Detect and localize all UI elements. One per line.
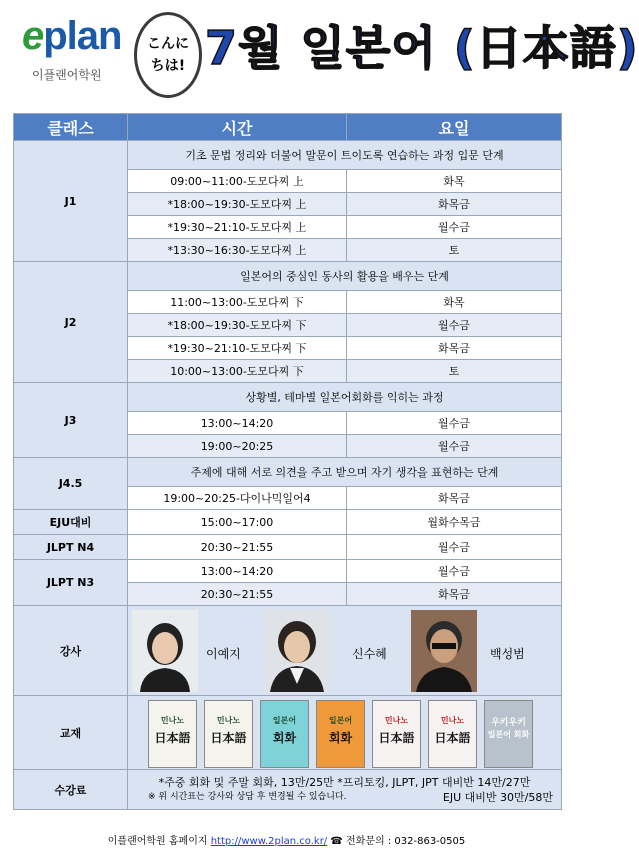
time-cell: 09:00~11:00-도모다찌 上 [128, 170, 347, 193]
footer [0, 832, 573, 847]
col-header-days: 요일 [347, 114, 562, 141]
days-cell: 월수금 [347, 412, 562, 435]
time-cell: 11:00~13:00-도모다찌 下 [128, 291, 347, 314]
time-cell: 20:30~21:55 [128, 583, 347, 606]
logo-subtitle: 이플랜어학원 [32, 68, 102, 82]
phone-number: 전화문의 : 032-863-0505 [346, 836, 466, 847]
textbook-cover: 민나노 日本語 [204, 700, 253, 768]
time-cell: *18:00~19:30-도모다찌 下 [128, 314, 347, 337]
teacher-name: 신수혜 [352, 646, 387, 661]
textbook-cover: 일본어 회화 [316, 700, 365, 768]
class-jlpt-n3: JLPT N3 [14, 560, 128, 606]
days-cell: 화목 [347, 291, 562, 314]
bubble-line2: ちは! [150, 58, 186, 74]
fee-eju: EJU 대비반 30만/58만 [442, 790, 553, 804]
time-cell: 15:00~17:00 [128, 510, 347, 535]
days-cell: 토 [347, 239, 562, 262]
teacher-photo-2 [264, 610, 330, 692]
teacher-photo-1 [132, 610, 198, 692]
schedule-table [13, 113, 562, 810]
header [0, 0, 639, 105]
days-cell: 화목금 [347, 583, 562, 606]
textbooks-cell [128, 696, 562, 770]
teacher-photo-3 [411, 610, 477, 692]
phone-icon: ☎ [330, 836, 343, 847]
bubble-line1: こんに [147, 36, 189, 52]
col-header-time: 시간 [128, 114, 347, 141]
class-jlpt-n4: JLPT N4 [14, 535, 128, 560]
days-cell: 월수금 [347, 314, 562, 337]
days-cell: 월수금 [347, 560, 562, 583]
teacher-name: 이예지 [206, 646, 241, 661]
class-description: 기초 문법 정리와 더불어 말문이 트이도록 연습하는 과정 입문 단계 [128, 141, 562, 170]
teacher-name: 백성범 [490, 646, 525, 661]
fee-note: ※ 위 시간표는 강사와 상담 후 변경될 수 있습니다. [148, 791, 347, 802]
fee-label: 수강료 [14, 770, 128, 810]
time-cell: 20:30~21:55 [128, 535, 347, 560]
days-cell: 화목금 [347, 337, 562, 360]
greeting-bubble [134, 12, 202, 98]
teachers-label: 강사 [14, 606, 128, 696]
textbook-cover: 민나노 日本語 [428, 700, 477, 768]
days-cell: 월수금 [347, 216, 562, 239]
textbook-cover: 민나노 日本語 [372, 700, 421, 768]
days-cell: 월수금 [347, 435, 562, 458]
time-cell: 13:00~14:20 [128, 412, 347, 435]
footer-text: 이플랜어학원 홈페이지 [107, 836, 208, 847]
time-cell: 19:00~20:25 [128, 435, 347, 458]
table-header-row [14, 114, 562, 141]
class-eju: EJU대비 [14, 510, 128, 535]
teachers-cell [128, 606, 562, 696]
class-j2: J2 [14, 262, 128, 383]
col-header-class: 클래스 [14, 114, 128, 141]
textbook-cover: 일본어 회화 [260, 700, 309, 768]
class-j3: J3 [14, 383, 128, 458]
textbook-cover: 우키우키 일본어 회화 [484, 700, 533, 768]
class-description: 상황별, 테마별 일본어회화를 익히는 과정 [128, 383, 562, 412]
days-cell: 화목금 [347, 487, 562, 510]
homepage-link[interactable]: http://www.2plan.co.kr/ [210, 836, 328, 847]
eplan-logo[interactable] [22, 14, 132, 84]
page-title: 7월 일본어 (日本語) [205, 21, 639, 75]
textbooks-label: 교재 [14, 696, 128, 770]
days-cell: 월수금 [347, 535, 562, 560]
class-j1: J1 [14, 141, 128, 262]
class-description: 일본어의 중심인 동사의 활용을 배우는 단계 [128, 262, 562, 291]
time-cell: *19:30~21:10-도모다찌 上 [128, 216, 347, 239]
fee-cell [128, 770, 562, 810]
class-j45: J4.5 [14, 458, 128, 510]
time-cell: *13:30~16:30-도모다찌 上 [128, 239, 347, 262]
time-cell: *18:00~19:30-도모다찌 上 [128, 193, 347, 216]
days-cell: 월화수목금 [347, 510, 562, 535]
time-cell: 10:00~13:00-도모다찌 下 [128, 360, 347, 383]
time-cell: 19:00~20:25-다이나믹일어4 [128, 487, 347, 510]
fee-line-1: *주중 회화 및 주말 회화, 13만/25만 *프리토킹, JLPT, JPT 대비반 14만/27만 [158, 775, 531, 789]
time-cell: 13:00~14:20 [128, 560, 347, 583]
logo-wordmark: eplan [22, 14, 122, 58]
days-cell: 화목금 [347, 193, 562, 216]
days-cell: 토 [347, 360, 562, 383]
time-cell: *19:30~21:10-도모다찌 下 [128, 337, 347, 360]
textbook-cover: 민나노 日本語 [148, 700, 197, 768]
days-cell: 화목 [347, 170, 562, 193]
class-description: 주제에 대해 서로 의견을 주고 받으며 자기 생각을 표현하는 단계 [128, 458, 562, 487]
